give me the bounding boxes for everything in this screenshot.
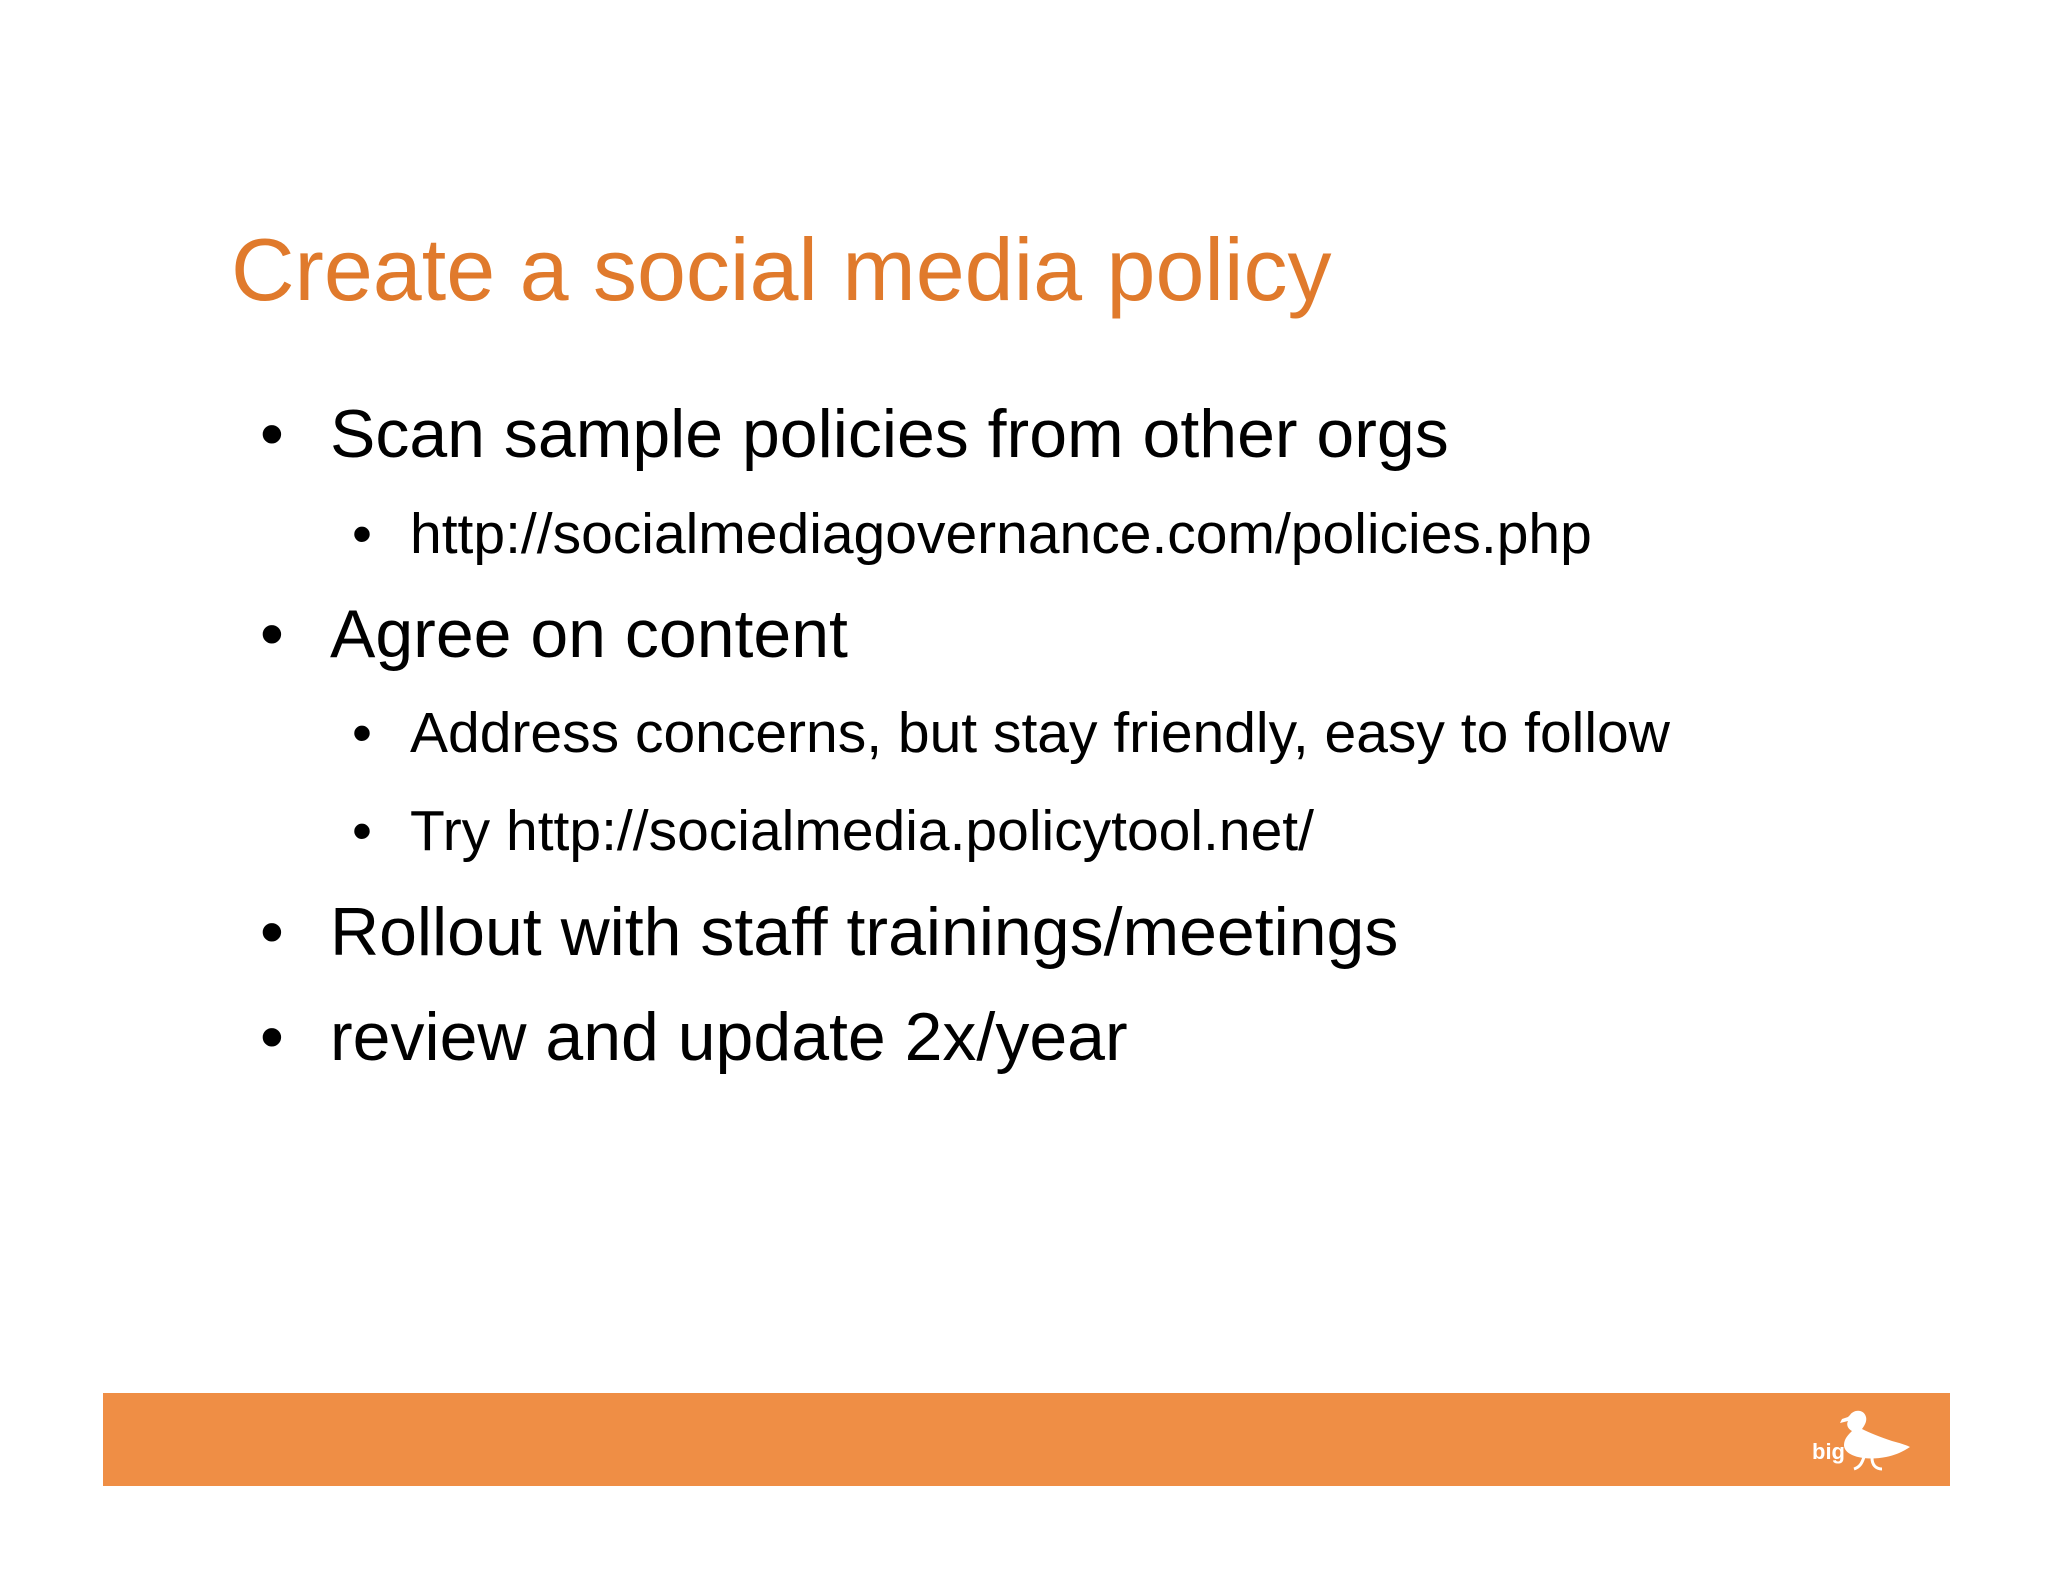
bullet-dot: • [260, 999, 284, 1075]
bullet-text: review and update 2x/year [330, 999, 1128, 1075]
bullet-dot: • [352, 701, 372, 765]
bullet-item [260, 396, 1449, 472]
bullet-dot: • [260, 396, 284, 472]
bullet-text: Agree on content [330, 596, 848, 672]
sub-bullet-item [352, 799, 1314, 863]
sub-bullet-item [352, 502, 1592, 566]
slide-title: Create a social media policy [231, 220, 1332, 319]
bullet-text: Scan sample policies from other orgs [330, 396, 1449, 472]
logo [1812, 1407, 1912, 1477]
footer-bar [103, 1393, 1950, 1486]
bullet-text: http://socialmediagovernance.com/policies.php [410, 502, 1592, 566]
bullet-text: Address concerns, but stay friendly, easy to follow [410, 701, 1670, 765]
bullet-dot: • [352, 502, 372, 566]
bullet-dot: • [260, 894, 284, 970]
bullet-item [260, 999, 1128, 1075]
bullet-dot: • [352, 799, 372, 863]
bullet-item [260, 894, 1399, 970]
bullet-text: Rollout with staff trainings/meetings [330, 894, 1399, 970]
bullet-item [260, 596, 848, 672]
bullet-text: Try http://socialmedia.policytool.net/ [410, 799, 1314, 863]
logo-text: big [1812, 1439, 1845, 1464]
sub-bullet-item [352, 701, 1670, 765]
duck-icon [1836, 1407, 1912, 1477]
bullet-dot: • [260, 596, 284, 672]
